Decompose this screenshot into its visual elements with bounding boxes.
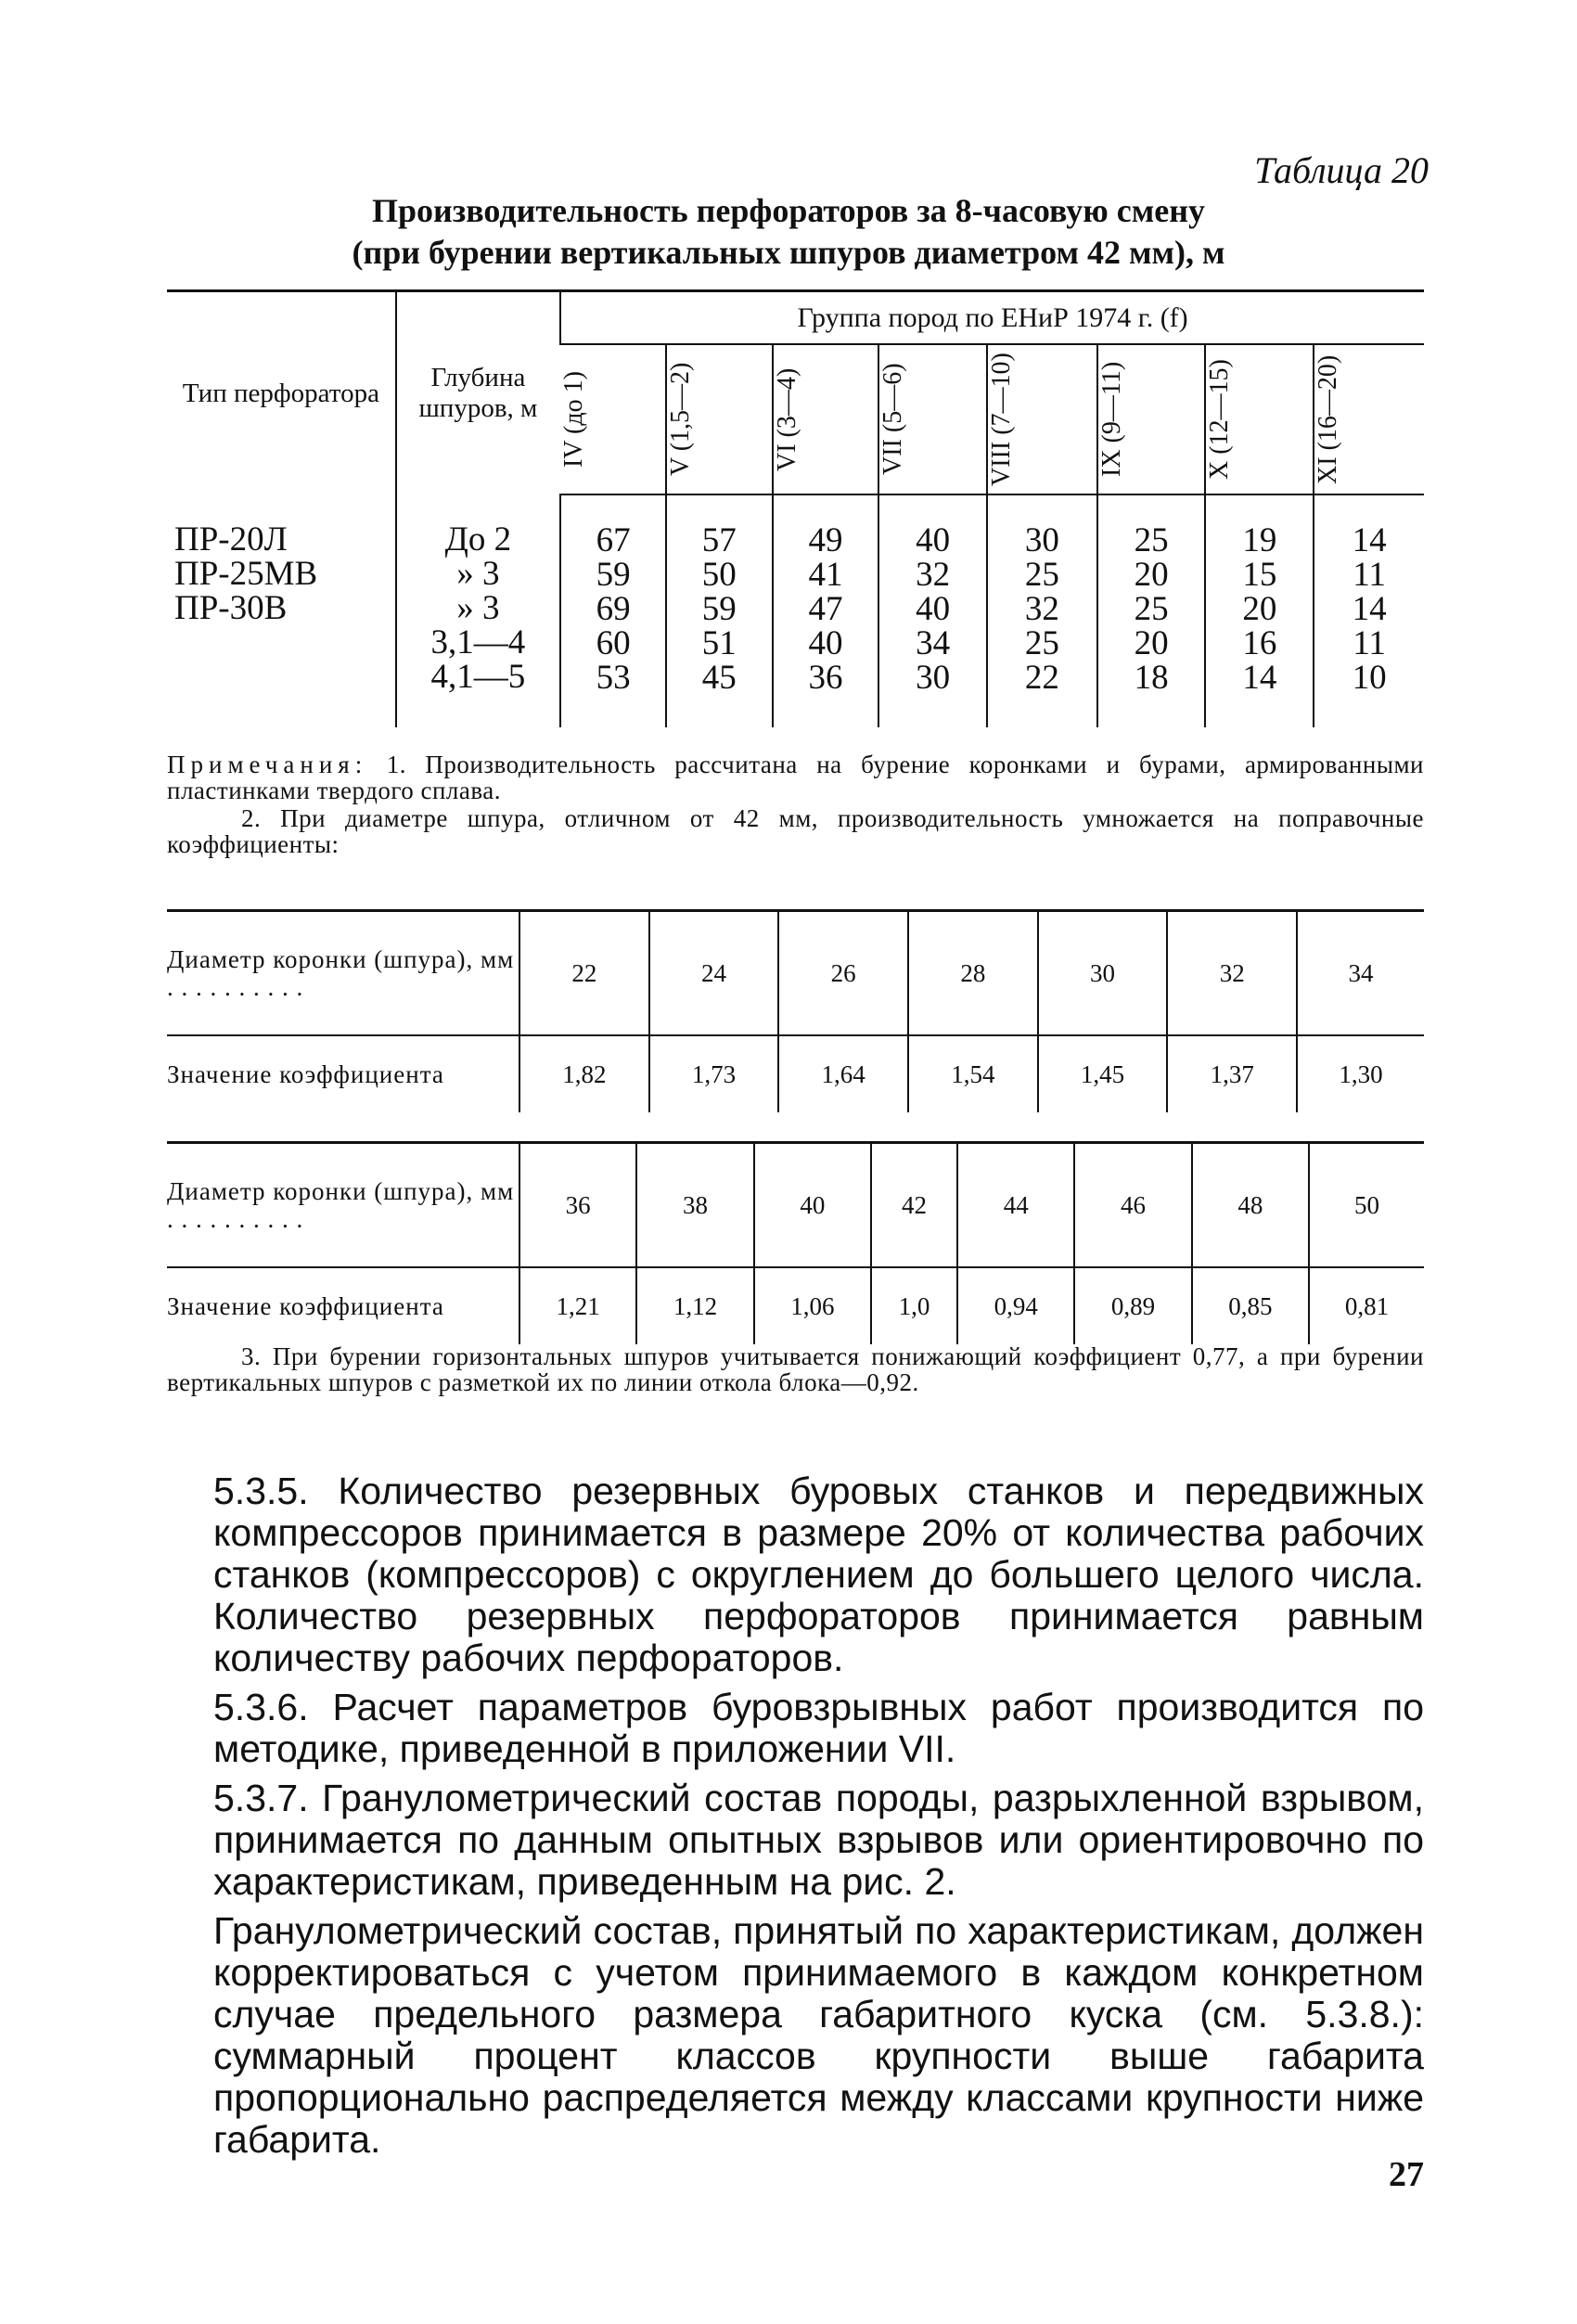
coefficient-table-1 <box>167 909 1424 1112</box>
diameter-value: 36 <box>519 1143 636 1268</box>
values-group-2: 57 50 59 51 45 <box>666 494 773 727</box>
table-title-line-2: (при бурении вертикальных шпуров диаметром 42 мм), м <box>352 234 1225 271</box>
diameter-value: 28 <box>908 911 1038 1036</box>
body-text <box>213 1470 1424 2168</box>
col-header-depth: Глубина шпуров, м <box>396 291 561 495</box>
diameter-value: 32 <box>1167 911 1297 1036</box>
values-group-1: 67 59 69 60 53 <box>560 494 666 727</box>
paragraph-5-3-7: 5.3.7. Гранулометрический состав породы, разрыхленной взрывом, принимается по данным опытных взрывов или ориентировочно по характеристикам, приведенным на рис. 2. <box>213 1777 1424 1903</box>
coefficient-value: 0,94 <box>957 1267 1074 1344</box>
group-col-3: VI (3—4) <box>773 344 879 494</box>
values-group-4: 40 32 40 34 30 <box>878 494 987 727</box>
group-col-8: XI (16—20) <box>1314 344 1424 494</box>
coefficient-value: 1,73 <box>649 1035 779 1112</box>
coefficient-value: 1,30 <box>1297 1035 1424 1112</box>
diameter-value: 26 <box>778 911 908 1036</box>
table-title-line-1: Производительность перфораторов за 8-часовую смену <box>372 192 1205 229</box>
group-col-5: VIII (7—10) <box>987 344 1097 494</box>
values-group-8: 14 11 14 11 10 <box>1314 494 1424 727</box>
coefficient-value: 1,82 <box>519 1035 649 1112</box>
coefficient-label: Значение коэффициента <box>167 1292 444 1320</box>
col-header-type: Тип перфоратора <box>167 291 396 495</box>
diameter-value: 22 <box>519 911 649 1036</box>
coefficient-value: 1,0 <box>871 1267 957 1344</box>
diameter-value: 40 <box>754 1143 871 1268</box>
diameter-value: 24 <box>649 911 779 1036</box>
diameter-label: Диаметр коронки (шпура), мм . . . . . . . . . . <box>167 1143 519 1268</box>
paragraph-5-3-6: 5.3.6. Расчет параметров буровзрывных работ производится по методике, приведенной в приложении VII. <box>213 1686 1424 1770</box>
perforator-types: ПР-20Л ПР-25МВ ПР-30В <box>174 520 318 627</box>
note-2: 2. При диаметре шпура, отличном от 42 мм, производительность умножается на поправочные коэффициенты: <box>167 804 1424 858</box>
values-group-3: 49 41 47 40 36 <box>773 494 879 727</box>
coefficient-value: 0,89 <box>1074 1267 1191 1344</box>
page-number: 27 <box>1389 2155 1424 2194</box>
productivity-table <box>167 289 1424 727</box>
group-col-6: IX (9—11) <box>1097 344 1206 494</box>
coefficient-value: 1,06 <box>754 1267 871 1344</box>
values-group-7: 19 15 20 16 14 <box>1205 494 1314 727</box>
coefficient-value: 0,85 <box>1192 1267 1309 1344</box>
coefficient-value: 1,21 <box>519 1267 636 1344</box>
coefficient-table-2 <box>167 1141 1424 1344</box>
values-group-5: 30 25 32 25 22 <box>987 494 1097 727</box>
group-col-1: IV (до 1) <box>560 344 666 494</box>
coefficient-value: 1,45 <box>1038 1035 1168 1112</box>
note-3: 3. При бурении горизонтальных шпуров учитывается понижающий коэффициент 0,77, а при бурении вертикальных шпуров с разметкой их по линии откола блока—0,92. <box>167 1342 1424 1396</box>
group-col-7: X (12—15) <box>1205 344 1314 494</box>
diameter-value: 48 <box>1192 1143 1309 1268</box>
coefficient-value: 1,37 <box>1167 1035 1297 1112</box>
diameter-value: 44 <box>957 1143 1074 1268</box>
diameter-value: 38 <box>636 1143 753 1268</box>
group-col-4: VII (5—6) <box>878 344 987 494</box>
diameter-value: 50 <box>1309 1143 1424 1268</box>
diameter-value: 42 <box>871 1143 957 1268</box>
values-group-6: 25 20 25 20 18 <box>1097 494 1206 727</box>
group-header: Группа пород по ЕНиР 1974 г. (f) <box>560 291 1424 345</box>
group-col-2: V (1,5—2) <box>666 344 773 494</box>
coefficient-value: 0,81 <box>1309 1267 1424 1344</box>
diameter-value: 30 <box>1038 911 1168 1036</box>
diameter-value: 46 <box>1074 1143 1191 1268</box>
coefficient-value: 1,54 <box>908 1035 1038 1112</box>
coefficient-label: Значение коэффициента <box>167 1060 444 1088</box>
coefficient-value: 1,12 <box>636 1267 753 1344</box>
coefficient-value: 1,64 <box>778 1035 908 1112</box>
diameter-label: Диаметр коронки (шпура), мм . . . . . . . . . . <box>167 911 519 1036</box>
table-label: Таблица 20 <box>1254 149 1429 191</box>
diameter-value: 34 <box>1297 911 1424 1036</box>
table-row <box>167 494 1424 727</box>
note-1: Примечания: 1. Производительность рассчитана на бурение коронками и бурами, армированными пластинками твердого сплава. <box>167 751 1424 804</box>
paragraph-granulometry: Гранулометрический состав, принятый по характеристикам, должен корректироваться с учетом принимаемого в каждом конкретном случае предельного размера габаритного куска (см. 5.3.8.): суммарный процент классов крупности выше габарита пропорционально распределяется между классами крупности ниже габарита. <box>213 1909 1424 2161</box>
hole-depths: До 2 » 3 » 3 3,1—4 4,1—5 <box>396 494 561 727</box>
paragraph-5-3-5: 5.3.5. Количество резервных буровых станков и передвижных компрессоров принимается в размере 20% от количества рабочих станков (компрессоров) с округлением до большего целого числа. Количество резервных перфораторов принимается равным количеству рабочих перфораторов. <box>213 1470 1424 1679</box>
